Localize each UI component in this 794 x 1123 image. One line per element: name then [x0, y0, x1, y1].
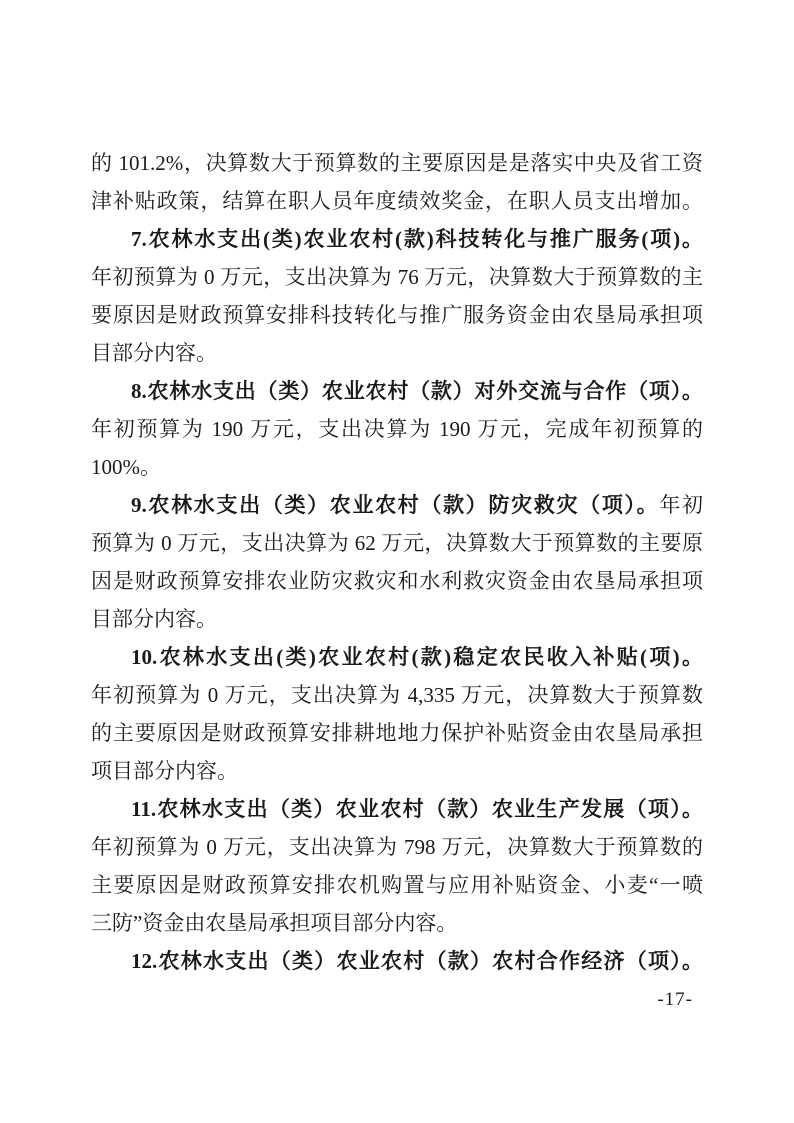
text-line [91, 790, 703, 828]
body-text: 预算为 0 万元，支出决算为 62 万元，决算数大于预算数的主要原 [91, 531, 703, 555]
text-line [91, 828, 703, 866]
item-heading-text: 10.农林水支出(类)农业农村(款)稳定农民收入补贴(项)。 [131, 645, 703, 669]
item-heading-text: 9.农林水支出（类）农业农村（款）防灾救灾（项）。 [131, 493, 660, 517]
text-line [91, 486, 703, 524]
item-heading-text: 12.农林水支出（类）农业农村（款）农村合作经济（项）。 [131, 949, 703, 973]
item-heading-text: 8.农林水支出（类）农业农村（款）对外交流与合作（项）。 [131, 379, 703, 403]
text-line [91, 372, 703, 410]
body-text: 项目部分内容。 [91, 759, 238, 783]
body-text: 主要原因是财政预算安排农机购置与应用补贴资金、小麦“一喷 [91, 873, 703, 897]
text-line [91, 524, 703, 562]
body-text: 的 101.2%，决算数大于预算数的主要原因是是落实中央及省工资 [91, 151, 703, 175]
text-line [91, 410, 703, 448]
body-text: 因是财政预算安排农业防灾救灾和水利救灾资金由农垦局承担项 [91, 569, 703, 593]
paragraph-item-10 [91, 638, 703, 790]
body-text: 目部分内容。 [91, 341, 217, 365]
text-line [91, 182, 703, 220]
body-text: 津补贴政策，结算在职人员年度绩效奖金，在职人员支出增加。 [91, 189, 703, 213]
text-line [91, 752, 703, 790]
text-line [91, 600, 703, 638]
paragraph-item-12 [91, 942, 703, 980]
body-text: 100%。 [91, 455, 161, 479]
body-text: 三防”资金由农垦局承担项目部分内容。 [91, 911, 458, 935]
item-heading-text: 7.农林水支出(类)农业农村(款)科技转化与推广服务(项)。 [131, 227, 703, 251]
text-block [91, 144, 703, 980]
body-text: 的主要原因是财政预算安排耕地地力保护补贴资金由农垦局承担 [91, 721, 703, 745]
text-line [91, 904, 703, 942]
paragraph-item-9 [91, 486, 703, 638]
body-text: 年初预算为 0 万元，支出决算为 4,335 万元，决算数大于预算数 [91, 683, 703, 707]
text-line [91, 676, 703, 714]
body-text: 年初预算为 190 万元，支出决算为 190 万元，完成年初预算的 [91, 417, 703, 441]
paragraph-continuation-paragraph [91, 144, 703, 220]
item-heading-text: 11.农林水支出（类）农业农村（款）农业生产发展（项）。 [131, 797, 703, 821]
text-line [91, 296, 703, 334]
text-line [91, 334, 703, 372]
body-text: 目部分内容。 [91, 607, 217, 631]
text-line [91, 258, 703, 296]
paragraph-item-7 [91, 220, 703, 372]
body-text: 要原因是财政预算安排科技转化与推广服务资金由农垦局承担项 [91, 303, 703, 327]
text-line [91, 220, 703, 258]
text-line [91, 942, 703, 980]
body-text: 年初预算为 0 万元，支出决算为 798 万元，决算数大于预算数的 [91, 835, 703, 859]
text-line [91, 638, 703, 676]
text-line [91, 448, 703, 486]
text-line [91, 714, 703, 752]
paragraph-item-8 [91, 372, 703, 486]
body-text: 年初 [659, 493, 703, 517]
text-line [91, 562, 703, 600]
text-line [91, 144, 703, 182]
text-line [91, 866, 703, 904]
page-number: -17- [657, 989, 693, 1010]
paragraph-item-11 [91, 790, 703, 942]
body-text: 年初预算为 0 万元，支出决算为 76 万元，决算数大于预算数的主 [91, 265, 703, 289]
